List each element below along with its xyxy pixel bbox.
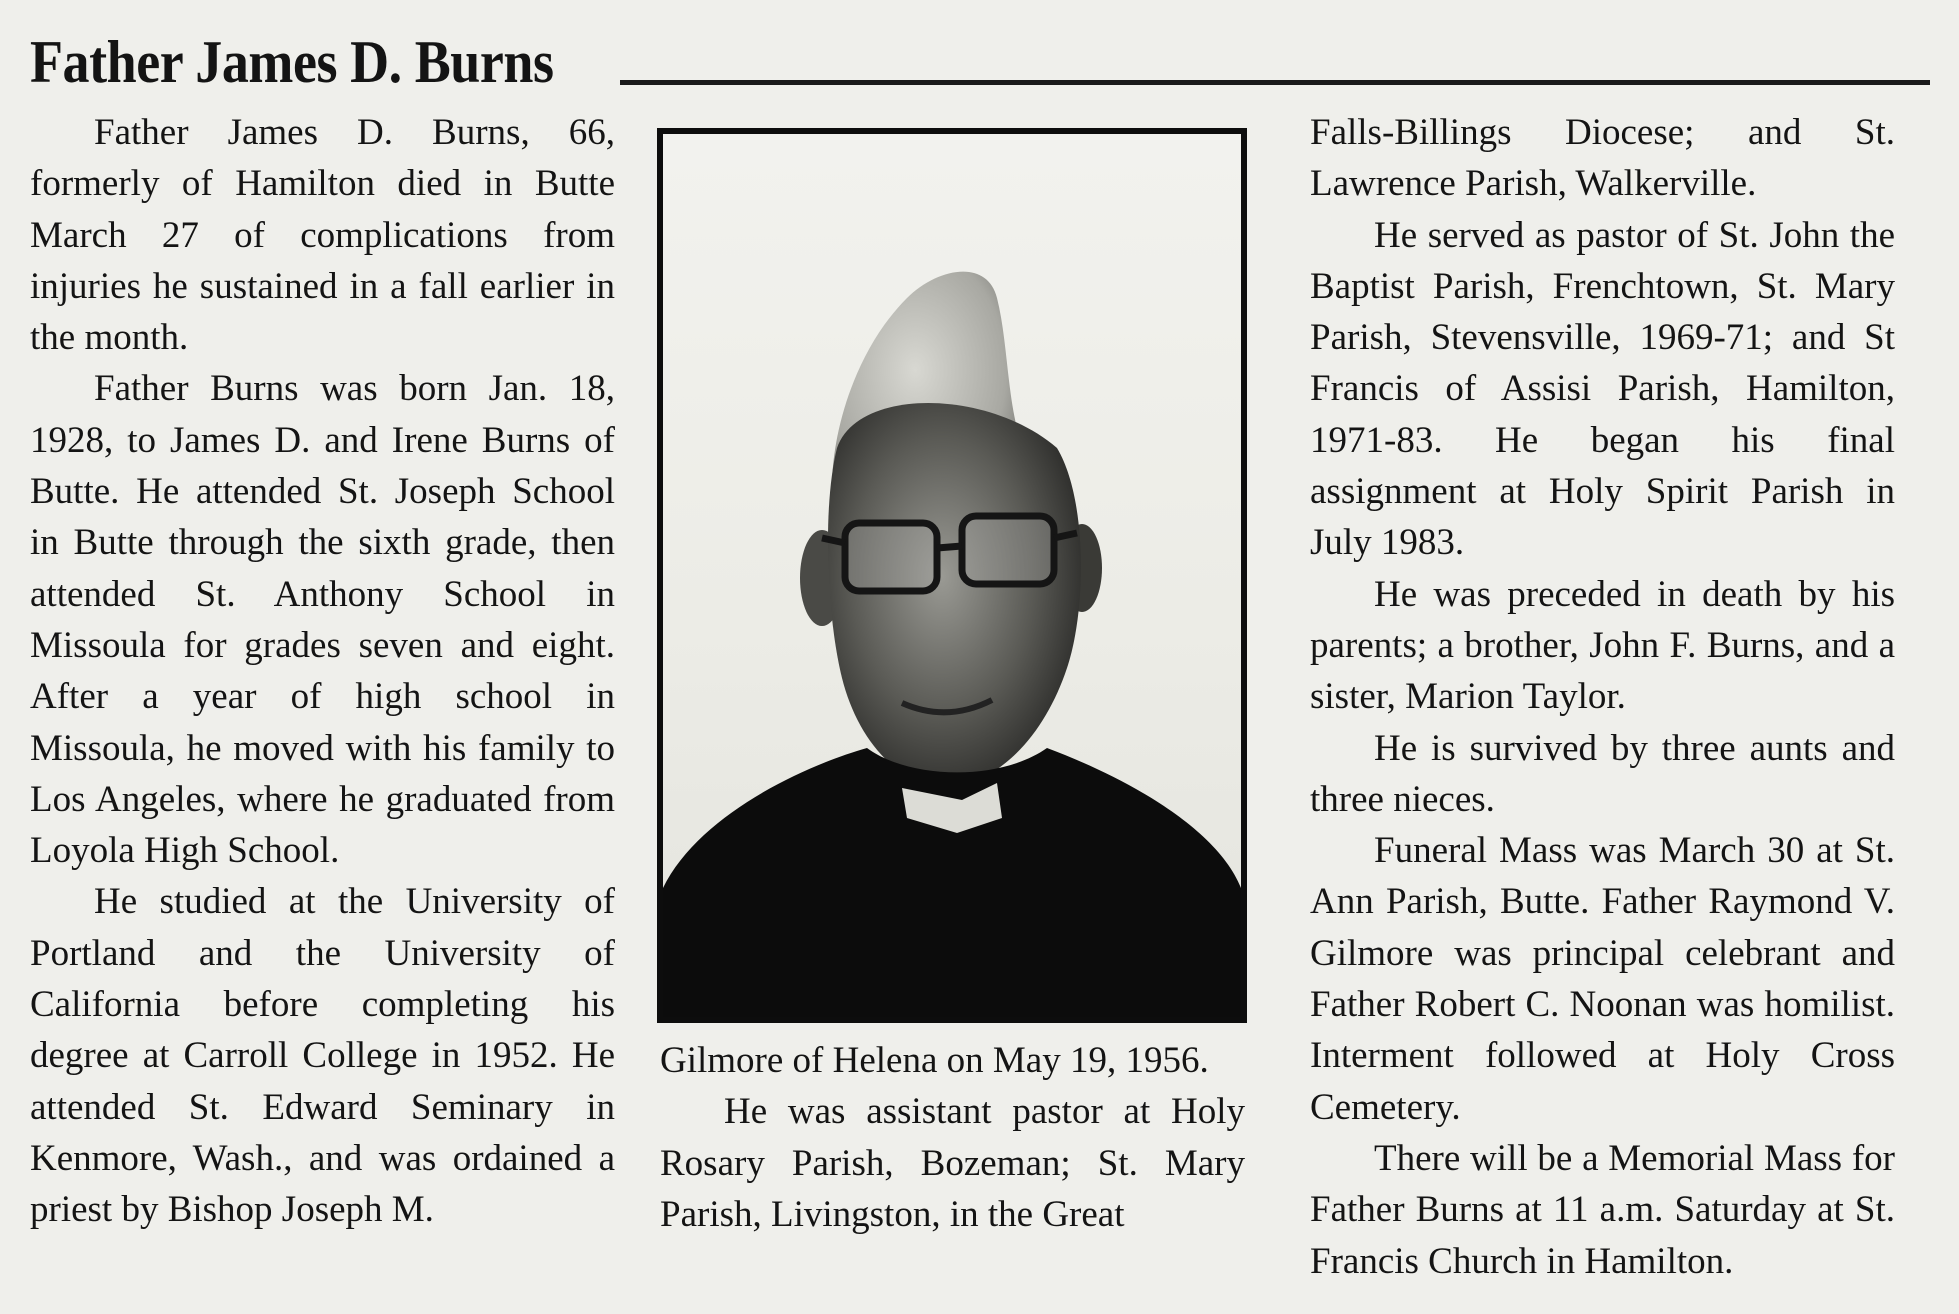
paragraph: He studied at the University of Portland and the University of California before completing his degree at Carroll College in 1952. He attended St. Edward Seminary in Kenmore, Wash., and was ordained a priest by Bishop Joseph M. xyxy=(30,881,615,1231)
paragraph: Falls-Billings Diocese; and St. Lawrence Parish, Walkerville. xyxy=(1310,112,1895,205)
headline: Father James D. Burns xyxy=(30,29,554,95)
paragraph: He was preceded in death by his parents; a brother, John F. Burns, and a sister, Marion Taylor. xyxy=(1310,573,1895,718)
headline-rule xyxy=(620,80,1930,85)
column-left xyxy=(30,107,615,1236)
paragraph: He is survived by three aunts and three nieces. xyxy=(1310,727,1895,820)
paragraph: There will be a Memorial Mass for Father Burns at 11 a.m. Saturday at St. Francis Church in Hamilton. xyxy=(1310,1137,1895,1282)
portrait-illustration xyxy=(657,128,1247,1023)
headline-row xyxy=(30,22,1900,102)
column-middle xyxy=(660,1035,1245,1240)
column-right xyxy=(1310,107,1895,1287)
portrait-photo xyxy=(657,128,1247,1023)
paragraph: He served as pastor of St. John the Baptist Parish, Frenchtown, St. Mary Parish, Stevensville, 1969-71; and St Francis of Assisi Parish, Hamilton, 1971-83. He began his final assignment at Holy Spirit Parish in July 1983. xyxy=(1310,214,1895,564)
paragraph: Gilmore of Helena on May 19, 1956. xyxy=(660,1040,1209,1081)
paragraph: He was assistant pastor at Holy Rosary Parish, Bozeman; St. Mary Parish, Livingston, in the Great xyxy=(660,1091,1245,1235)
paragraph: Father James D. Burns, 66, formerly of Hamilton died in Butte March 27 of complications from injuries he sustained in a fall earlier in the month. xyxy=(30,112,615,359)
paragraph: Father Burns was born Jan. 18, 1928, to James D. and Irene Burns of Butte. He attended St. Joseph School in Butte through the sixth grade, then attended St. Anthony School in Missoula for grades seven and eight. After a year of high school in Missoula, he moved with his family to Los Angeles, where he graduated from Loyola High School. xyxy=(30,368,615,872)
paragraph: Funeral Mass was March 30 at St. Ann Parish, Butte. Father Raymond V. Gilmore was principal celebrant and Father Robert C. Noonan was homilist. Interment followed at Holy Cross Cemetery. xyxy=(1310,830,1895,1128)
